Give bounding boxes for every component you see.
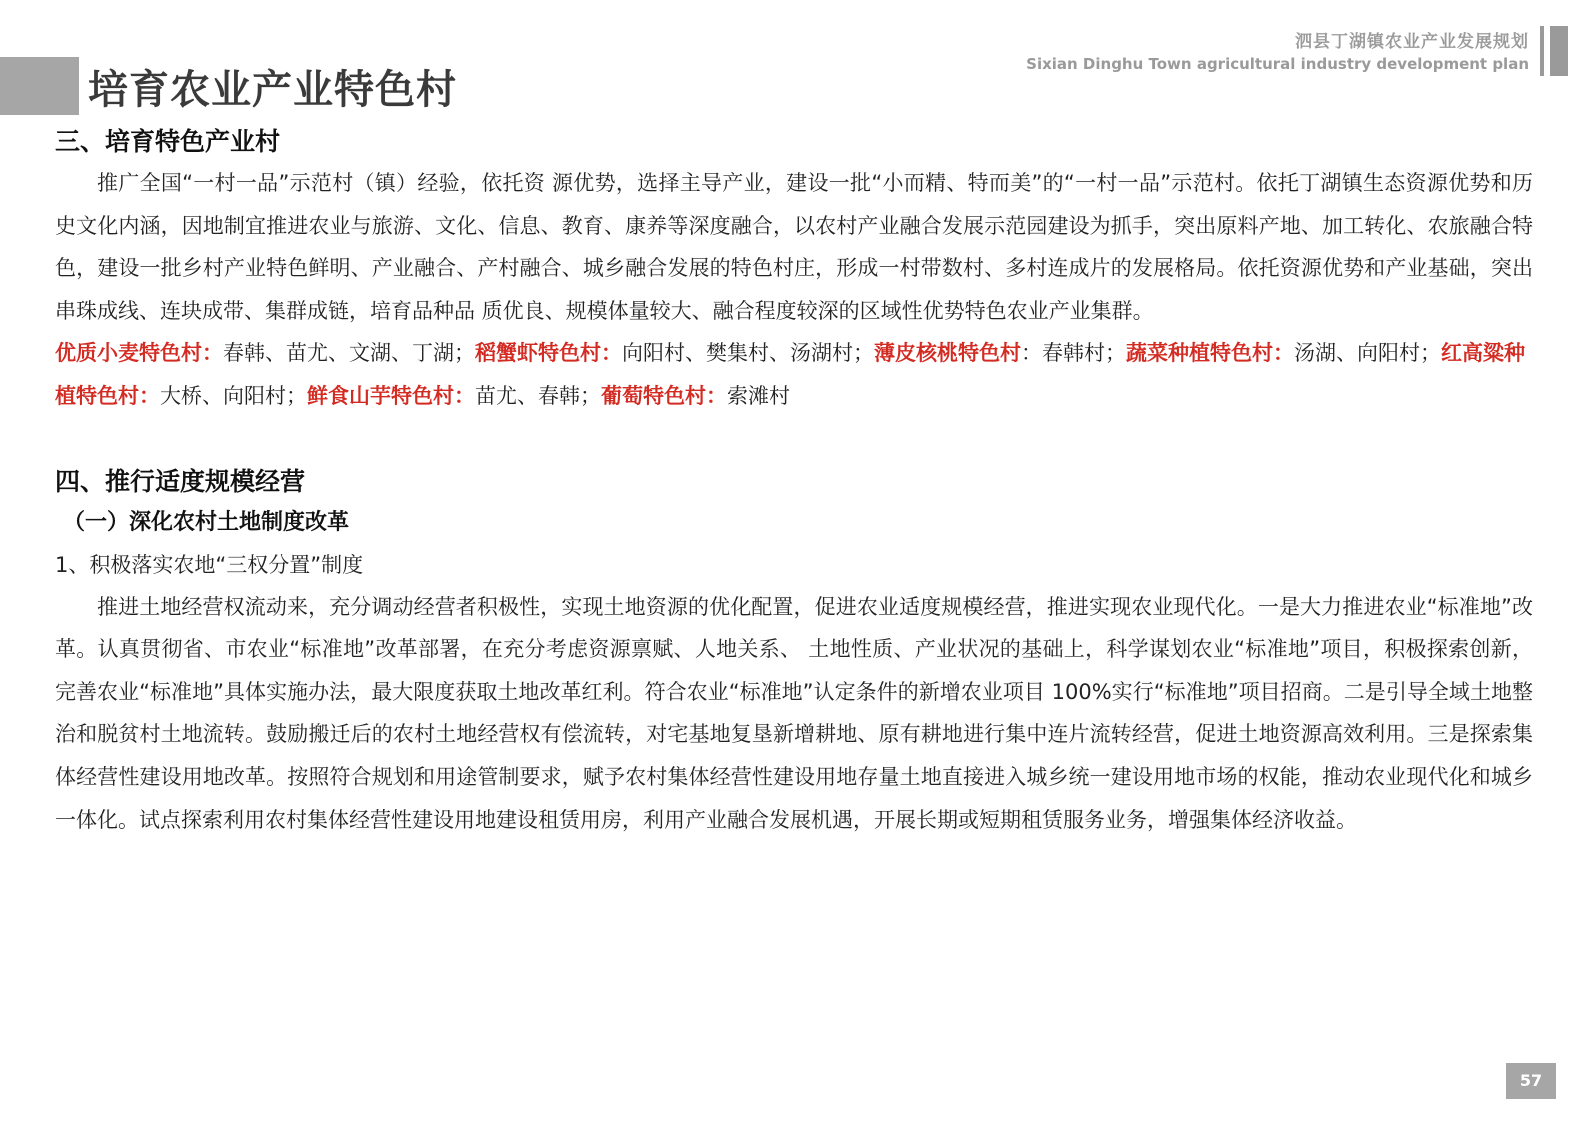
section-3-paragraph: 推广全国“一村一品”示范村（镇）经验，依托资 源优势，选择主导产业，建设一批“小而精、特而美”的“一村一品”示范村。依托丁湖镇生态资源优势和历史文化内涵，因地制宜推进农业与旅游、文化、信息、教育、康养等深度融合，以农村产业融合发展示范园建设为抓手，突出原料产地、加工转化、农旅融合特色，建设一批乡村产业特色鲜明、产业融合、产村融合、城乡融合发展的特色村庄，形成一村带数村、多村连成片的发展格局。依托资源优势和产业基础，突出串珠成线、连块成带、集群成链，培育品种品 质优良、规模体量较大、融合程度较深的区域性优势特色农业产业集群。	[55, 171, 1533, 323]
village-entry	[475, 341, 874, 365]
village-names: 索滩村	[727, 383, 790, 408]
village-names: 汤湖、向阳村；	[1294, 341, 1441, 366]
section-3-heading: 三、培育特色产业村	[55, 127, 281, 156]
village-names: ：春韩村；	[1021, 341, 1126, 366]
header-accent-bar	[0, 57, 79, 115]
village-entry	[1126, 341, 1441, 365]
village-entry	[874, 341, 1126, 365]
item-1-title: 1、积极落实农地“三权分置”制度	[55, 552, 364, 577]
village-entry	[55, 341, 475, 365]
village-label: 稻蟹虾特色村：	[475, 341, 622, 366]
section-4-subheading: （一）深化农村土地制度改革	[63, 509, 350, 535]
section-spacer	[55, 418, 1533, 462]
section-4-heading: 四、推行适度规模经营	[55, 466, 306, 496]
village-label: 红高粱种植特色村：	[55, 341, 1525, 408]
brand-title-en: Sixian Dinghu Town agricultural industry development plan	[1026, 55, 1529, 73]
village-label: 葡萄特色村：	[601, 383, 727, 408]
page-number: 57	[1506, 1063, 1556, 1099]
village-names: 大桥、向阳村；	[160, 383, 307, 408]
main-content	[55, 122, 1533, 841]
section-4-paragraph: 推进土地经营权流动来，充分调动经营者积极性，实现土地资源的优化配置，促进农业适度规模经营，推进实现农业现代化。一是大力推进农业“标准地”改革。认真贯彻省、市农业“标准地”改革部署，在充分考虑资源禀赋、人地关系、 土地性质、产业状况的基础上，科学谋划农业“标准地”项目，积极探索创新，完善农业“标准地”具体实施办法，最大限度获取土地改革红利。符合农业“标准地”认定条件的新增农业项目 100%实行“标准地”项目招商。二是引导全域土地整治和脱贫村土地流转。鼓励搬迁后的农村土地经营权有偿流转，对宅基地复垦新增耕地、原有耕地进行集中连片流转经营，促进土地资源高效利用。三是探索集体经营性建设用地改革。按照符合规划和用途管制要求，赋予农村集体经营性建设用地存量土地直接进入城乡统一建设用地市场的权能，推动农业现代化和城乡一体化。试点探索利用农村集体经营性建设用地建设租赁用房，利用产业融合发展机遇，开展长期或短期租赁服务业务，增强集体经济收益。	[55, 594, 1533, 832]
brand-block	[1026, 31, 1529, 75]
village-names: 春韩、苗尤、文湖、丁湖；	[223, 341, 475, 366]
village-label: 薄皮核桃特色村	[874, 341, 1021, 366]
village-entry	[307, 384, 601, 408]
village-label: 蔬菜种植特色村：	[1126, 341, 1294, 366]
brand-rule-thick	[1550, 26, 1568, 76]
brand-title-cn: 泗县丁湖镇农业产业发展规划	[1295, 32, 1529, 52]
village-entry	[601, 384, 790, 408]
village-label: 优质小麦特色村：	[55, 341, 223, 366]
village-label: 鲜食山芋特色村：	[307, 383, 475, 408]
featured-villages-list	[55, 332, 1533, 417]
page-title: 培育农业产业特色村	[88, 67, 457, 113]
village-names: 苗尤、春韩；	[475, 383, 601, 408]
brand-rule-thin	[1540, 26, 1544, 76]
village-names: 向阳村、樊集村、汤湖村；	[622, 341, 874, 366]
